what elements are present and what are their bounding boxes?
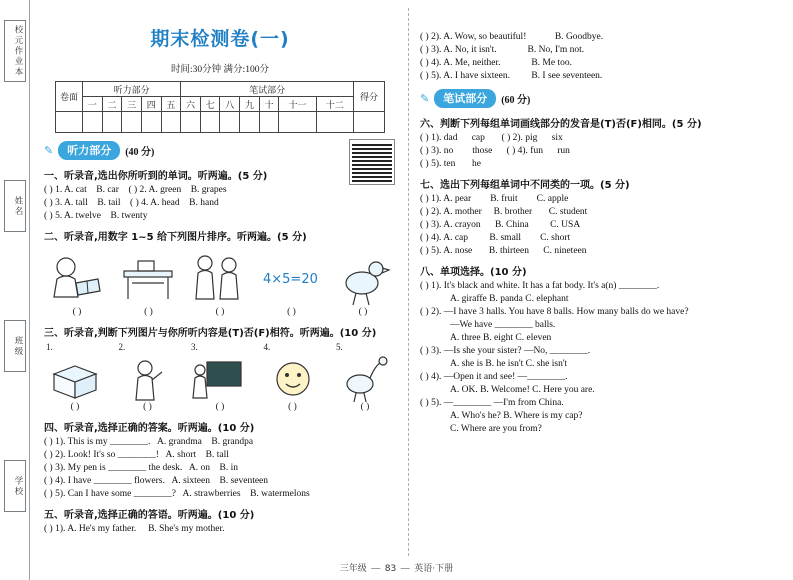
q5-row [420, 71, 779, 81]
word-1: 3). no [431, 146, 454, 156]
question-stem: 4). I have ________ flowers. [55, 476, 165, 486]
score-cell [83, 112, 103, 133]
word-3: 2). pig [512, 133, 538, 143]
option-c[interactable]: C. short [540, 233, 571, 243]
score-cell [240, 112, 260, 133]
footer-page-number: 83 [384, 564, 397, 574]
page-title: 期末检测卷(一) [150, 28, 290, 50]
qr-code[interactable] [350, 140, 394, 184]
answer-paren[interactable]: ( ) [420, 281, 429, 291]
written-section-header [420, 89, 779, 108]
answer-paren[interactable]: ( ) [420, 307, 429, 317]
option-c[interactable]: C. student [548, 207, 588, 217]
answer-paren[interactable]: ( ) [287, 307, 296, 317]
option-b[interactable]: B. small [489, 233, 522, 243]
option-a[interactable]: 2). A. Wow, so beautiful! [431, 32, 527, 42]
q8-options[interactable]: A. three B. eight C. eleven [450, 333, 552, 343]
score-cell [122, 112, 142, 133]
q2-pictures [46, 249, 394, 307]
answer-paren[interactable]: ( ) [420, 246, 429, 256]
score-table-num: 七 [200, 97, 220, 112]
score-table-num: 五 [161, 97, 181, 112]
q6-row [420, 133, 779, 143]
answer-paren[interactable]: ( ) [215, 402, 225, 412]
q2-answer-row [46, 307, 394, 317]
q4-row [44, 437, 396, 447]
question-stem: 4). —Open it and see! —________. [431, 372, 568, 382]
picture-boy-reading [46, 249, 108, 307]
option-c[interactable]: C. nineteen [543, 246, 587, 256]
score-table-num: 一 [83, 97, 103, 112]
written-score: (60 分) [501, 95, 531, 106]
question-stem: 5). Can I have some ________? [55, 489, 176, 499]
option-c[interactable]: C. USA [550, 220, 581, 230]
q8-options[interactable]: A. OK. B. Welcome! C. Here you are. [450, 385, 595, 395]
item-number: 3. [191, 342, 198, 352]
option-a[interactable]: 5. A. twelve [55, 211, 101, 221]
answer-paren[interactable]: ( ) [420, 233, 429, 243]
answer-paren[interactable]: ( ) [44, 437, 53, 447]
option-b[interactable]: B. grandpa [211, 437, 254, 447]
option-a[interactable]: 4). A. cap [431, 233, 469, 243]
option-b[interactable]: B. grapes [190, 185, 227, 195]
option-b[interactable]: B. She's my mother. [148, 524, 225, 534]
left-column [30, 0, 408, 580]
score-cell [102, 112, 122, 133]
footer-dash-left: — [371, 563, 381, 573]
word-1: 1). dad [431, 133, 458, 143]
q1-row [44, 211, 396, 221]
option-b[interactable]: B. thirteen [488, 246, 529, 256]
answer-paren[interactable]: ( ) [144, 307, 153, 317]
margin-label-class: 班级 [4, 320, 26, 372]
q4-row [44, 476, 396, 486]
q6-row [420, 146, 779, 156]
score-table-num: 六 [181, 97, 201, 112]
written-badge: 笔试部分 [434, 89, 496, 108]
q7-row [420, 220, 779, 230]
q5-heading: 五、听录音,选择正确的答语。听两遍。(10 分) [44, 510, 255, 521]
option-a[interactable]: 5). A. I have sixteen. [431, 71, 510, 81]
answer-paren[interactable]: ( ) [44, 463, 53, 473]
answer-paren[interactable]: ( ) [72, 307, 82, 317]
answer-paren[interactable]: ( ) [215, 307, 225, 317]
q8-row [420, 372, 779, 382]
question-stem: 2). —I have 3 halls. You have 8 balls. How many balls do we have? [431, 307, 689, 317]
word-2: cap [471, 133, 485, 143]
answer-paren[interactable]: ( ) [420, 372, 429, 382]
q5-row [44, 524, 396, 534]
q3-number-row [46, 342, 394, 352]
score-table-written-header: 笔试部分 [181, 82, 354, 97]
option-b[interactable]: B. watermelons [250, 489, 310, 499]
answer-paren[interactable]: ( ) [44, 476, 53, 486]
q7-row [420, 246, 779, 256]
listening-section-header [44, 141, 396, 160]
question-stem: 1). It's black and white. It has a fat body. It's a(n) ________. [431, 281, 660, 291]
q8-row [420, 281, 779, 291]
q8-row [420, 346, 779, 356]
score-table-listening-header: 听力部分 [83, 82, 181, 97]
q6-heading: 六、判断下列每组单词画线部分的发音是(T)否(F)相同。(5 分) [420, 119, 702, 130]
word-3: 4). fun [517, 146, 543, 156]
answer-paren[interactable]: ( ) [44, 524, 53, 534]
left-margin-strip [0, 0, 30, 580]
footer-subject: 英语·下册 [414, 563, 454, 573]
option-b[interactable]: B. China [494, 220, 529, 230]
q8-options-line2[interactable]: C. Where are you from? [450, 424, 542, 434]
item-number: 4. [263, 342, 271, 352]
word-2: those [472, 146, 493, 156]
q7-heading: 七、选出下列每组单词中不同类的一项。(5 分) [420, 180, 630, 191]
score-table-row-label: 卷面 [56, 82, 83, 112]
answer-paren[interactable]: ( ) [420, 346, 429, 356]
score-cell [354, 112, 385, 133]
picture-family [189, 249, 251, 307]
margin-label-name: 姓名 [4, 180, 26, 232]
answer-paren[interactable]: ( ) [130, 198, 139, 208]
option-b[interactable]: B. tall [205, 450, 229, 460]
q3-heading: 三、听录音,判断下列图片与你所听内容是(T)否(F)相符。听两遍。(10 分) [44, 328, 377, 339]
page-content [30, 0, 793, 580]
option-b[interactable]: B. hand [189, 198, 219, 208]
score-table-num: 十二 [316, 97, 353, 112]
question-stem: 1). This is my ________. [55, 437, 151, 447]
answer-paren[interactable]: ( ) [360, 402, 370, 412]
option-b[interactable]: B. seventeen [219, 476, 269, 486]
answer-paren[interactable]: ( ) [44, 198, 53, 208]
score-table-num: 四 [141, 97, 161, 112]
score-cell [279, 112, 316, 133]
option-b[interactable]: B. brother [493, 207, 533, 217]
answer-paren[interactable]: ( ) [44, 185, 53, 195]
word-4: run [557, 146, 570, 156]
option-a[interactable]: 4. A. head [141, 198, 180, 208]
option-b[interactable]: B. Goodbye. [554, 32, 604, 42]
score-table-total-header: 得分 [354, 82, 385, 112]
option-a[interactable]: A. grandma [157, 437, 202, 447]
answer-paren[interactable]: ( ) [288, 402, 297, 412]
answer-paren[interactable]: ( ) [420, 58, 429, 68]
q1-heading: 一、听录音,选出你所听到的单词。听两遍。(5 分) [44, 171, 268, 182]
question-stem-line2: —We have ________ balls. [450, 320, 556, 330]
picture-teacher-board [191, 356, 249, 402]
answer-paren[interactable]: ( ) [420, 220, 429, 230]
answer-paren[interactable]: ( ) [70, 402, 80, 412]
q7-row [420, 207, 779, 217]
q4-row [44, 489, 396, 499]
option-a[interactable]: A. sixteen [171, 476, 210, 486]
option-a[interactable]: 1). A. pear [431, 194, 472, 204]
option-a[interactable]: 4). A. Me, neither. [431, 58, 501, 68]
answer-paren[interactable]: ( ) [128, 185, 138, 195]
q7-row [420, 233, 779, 243]
answer-paren[interactable]: ( ) [44, 489, 53, 499]
q4-row [44, 450, 396, 460]
option-a[interactable]: 5). A. nose [431, 246, 473, 256]
q4-heading: 四、听录音,选择正确的答案。听两遍。(10 分) [44, 423, 255, 434]
option-a[interactable]: 3). A. crayon [431, 220, 481, 230]
exam-subinfo: 时间:30分钟 满分:100分 [171, 65, 269, 75]
q8-heading: 八、单项选择。(10 分) [420, 267, 527, 278]
option-a[interactable]: 1). A. He's my father. [55, 524, 137, 534]
question-stem: 3). My pen is ________ the desk. [55, 463, 183, 473]
item-number: 1. [46, 342, 53, 352]
q3-answer-row [46, 402, 394, 412]
score-table-num: 九 [240, 97, 260, 112]
q8-row [420, 398, 779, 408]
option-b[interactable]: B. twenty [110, 211, 148, 221]
margin-label-brand: 校元作业本 [4, 20, 26, 82]
picture-box [46, 356, 104, 402]
q1-row [44, 198, 396, 208]
item-number: 5. [336, 342, 343, 352]
q7-row [420, 194, 779, 204]
score-cell [259, 112, 279, 133]
answer-paren[interactable]: ( ) [44, 211, 53, 221]
right-column [408, 0, 793, 580]
option-b[interactable]: B. tail [97, 198, 121, 208]
answer-paren[interactable]: ( ) [501, 133, 511, 143]
option-a[interactable]: 2. A. green [139, 185, 182, 195]
score-table-num: 二 [102, 97, 122, 112]
picture-smiley-face [264, 356, 322, 402]
option-b[interactable]: B. fruit [490, 194, 518, 204]
svg-text:4×5=20: 4×5=20 [262, 272, 318, 287]
answer-paren[interactable]: ( ) [506, 146, 516, 156]
pencil-icon: ✎ [44, 145, 54, 157]
answer-paren[interactable]: ( ) [44, 450, 53, 460]
option-a[interactable]: A. short [165, 450, 197, 460]
answer-paren[interactable]: ( ) [420, 133, 429, 143]
option-a[interactable]: A. strawberries [182, 489, 241, 499]
option-a[interactable]: 2). A. mother [431, 207, 482, 217]
answer-paren[interactable]: ( ) [420, 398, 429, 408]
q5-row [420, 32, 779, 42]
q1-row [44, 185, 396, 195]
q3-pictures [46, 356, 394, 402]
q8-options[interactable]: A. she is B. he isn't C. she isn't [450, 359, 568, 369]
score-table [55, 81, 385, 133]
footer-dash-right: — [400, 563, 410, 573]
word-2: he [471, 159, 481, 169]
word-1: 5). ten [431, 159, 456, 169]
option-a[interactable]: 3). A. No, it isn't. [431, 45, 497, 55]
score-cell [316, 112, 353, 133]
question-stem: 5). —________ —I'm from China. [431, 398, 564, 408]
picture-ostrich [336, 356, 394, 402]
answer-paren[interactable]: ( ) [420, 194, 429, 204]
q4-row [44, 463, 396, 473]
q8-row [420, 307, 779, 317]
answer-paren[interactable]: ( ) [420, 45, 429, 55]
option-b[interactable]: B. Me too. [531, 58, 572, 68]
option-a[interactable]: 1. A. cat [55, 185, 87, 195]
score-cell [141, 112, 161, 133]
picture-man-waving [119, 356, 177, 402]
answer-paren[interactable]: ( ) [143, 402, 152, 412]
margin-label-school: 学校 [4, 460, 26, 512]
q6-row [420, 159, 779, 169]
answer-paren[interactable]: ( ) [420, 207, 429, 217]
score-table-num: 十一 [279, 97, 316, 112]
q8-options[interactable]: A. Who's he? B. Where is my cap? [450, 411, 583, 421]
score-cell [181, 112, 201, 133]
q8-options[interactable]: A. giraffe B. panda C. elephant [450, 294, 569, 304]
option-b[interactable]: B. in [219, 463, 238, 473]
answer-paren[interactable]: ( ) [420, 159, 429, 169]
score-table-num: 三 [122, 97, 142, 112]
picture-bird [332, 249, 394, 307]
question-stem: 3). —Is she your sister? —No, ________. [431, 346, 591, 356]
q2-heading: 二、听录音,用数字 1~5 给下列图片排序。听两遍。(5 分) [44, 232, 307, 243]
answer-paren[interactable]: ( ) [420, 71, 429, 81]
answer-paren[interactable]: ( ) [420, 32, 429, 42]
listening-score: (40 分) [125, 147, 155, 158]
footer-grade: 三年级 [339, 563, 367, 573]
option-b[interactable]: B. I see seventeen. [531, 71, 603, 81]
word-4: six [551, 133, 563, 143]
q5-row [420, 45, 779, 55]
page-footer [0, 561, 793, 574]
question-stem: 2). Look! It's so ________! [55, 450, 159, 460]
picture-math-equation [261, 249, 323, 307]
score-table-num: 十 [259, 97, 279, 112]
option-a[interactable]: 3. A. tall [55, 198, 88, 208]
picture-desk [118, 249, 180, 307]
option-b[interactable]: B. car [96, 185, 119, 195]
score-cell [200, 112, 220, 133]
score-cell [161, 112, 181, 133]
score-table-num: 八 [220, 97, 240, 112]
option-a[interactable]: A. on [188, 463, 210, 473]
option-b[interactable]: B. No, I'm not. [527, 45, 585, 55]
score-cell [220, 112, 240, 133]
pencil-icon: ✎ [420, 93, 430, 105]
listening-badge: 听力部分 [58, 141, 120, 160]
score-cell [56, 112, 83, 133]
answer-paren[interactable]: ( ) [358, 307, 368, 317]
answer-paren[interactable]: ( ) [420, 146, 429, 156]
q5-row [420, 58, 779, 68]
item-number: 2. [118, 342, 126, 352]
option-c[interactable]: C. apple [536, 194, 569, 204]
